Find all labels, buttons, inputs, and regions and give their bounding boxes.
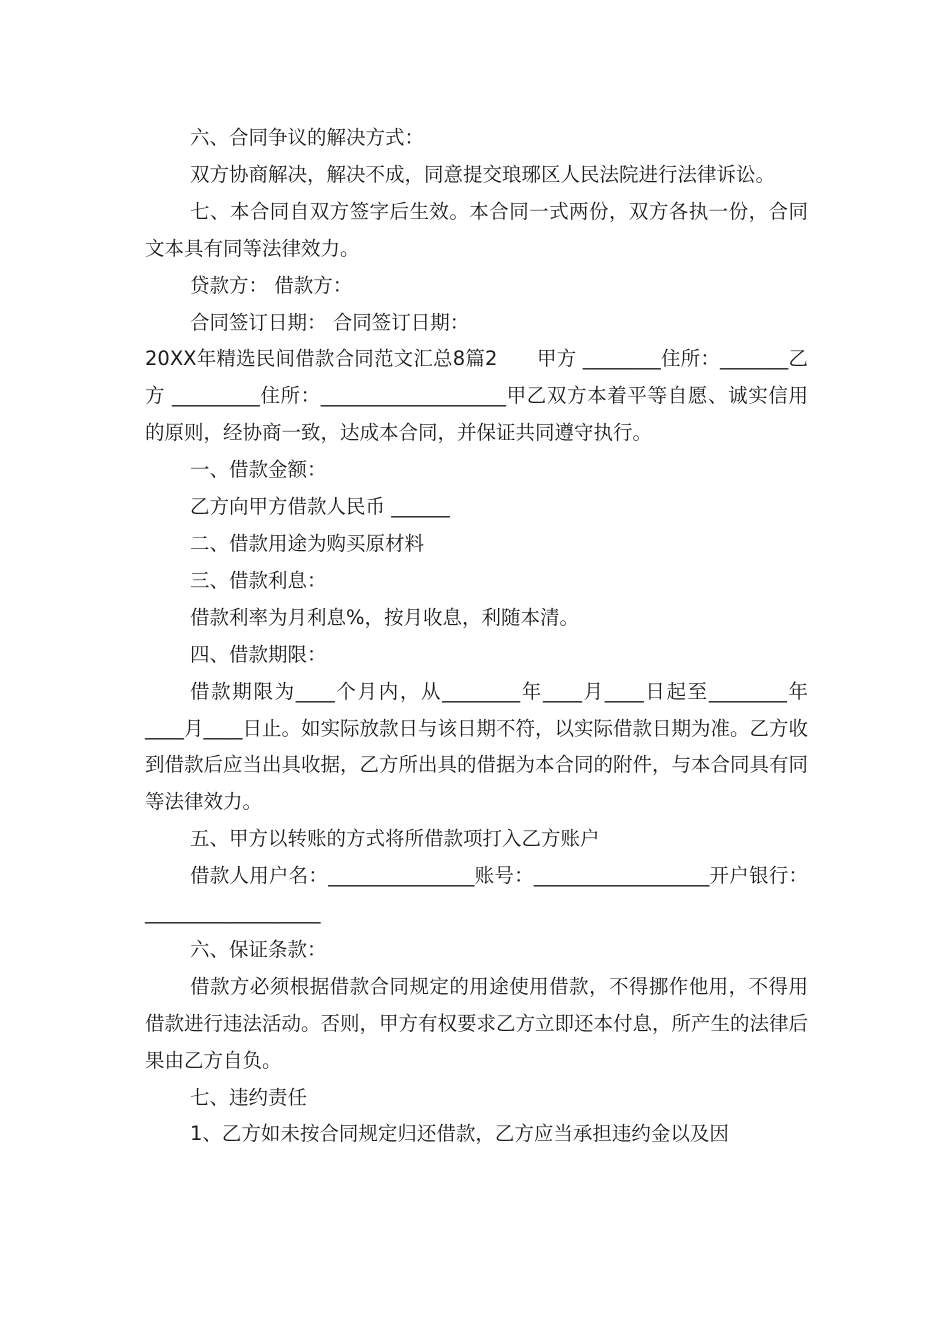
interest-body: 借款利率为月利息%，按月收息，利随本清。 bbox=[190, 605, 580, 629]
breach-item-1: 1、乙方如未按合同规定归还借款，乙方应当承担违约金以及因 bbox=[190, 1122, 729, 1146]
signatures: 贷款方： 借款方： bbox=[190, 273, 353, 297]
dispute-body: 双方协商解决，解决不成，同意提交琅琊区人民法院进行法律诉讼。 bbox=[190, 162, 776, 186]
transfer-heading: 五、甲方以转账的方式将所借款项打入乙方账户 bbox=[190, 827, 600, 851]
interest-heading: 三、借款利息： bbox=[190, 568, 327, 592]
dispute-heading: 六、合同争议的解决方式： bbox=[190, 126, 425, 149]
account-info: 借款人用户名：_______________账号：__________________开户银行：__________________ bbox=[145, 864, 808, 925]
amount-body: 乙方向甲方借款人民币 ______ bbox=[190, 495, 450, 519]
second-contract-intro: 20XX年精选民间借款合同范文汇总8篇2 甲方 ________住所：_______乙方 _________住所：___________________甲乙双方本着平等自愿、诚实信用的原则，经协商一致，达成本合同，并保证共同遵守执行。 bbox=[145, 347, 808, 445]
term-body: 借款期限为____个月内，从________年____月____日起至________年____月____日止。如实际放款日与该日期不符，以实际借款日期为准。乙方收到借款后应当出具收据，乙方所出具的借据为本合同的附件，与本合同具有同等法律效力。 bbox=[145, 679, 809, 814]
sign-dates: 合同签订日期： 合同签订日期： bbox=[190, 310, 470, 334]
guarantee-heading: 六、保证条款： bbox=[190, 937, 327, 961]
effect-clause: 七、本合同自双方签字后生效。本合同一式两份，双方各执一份，合同文本具有同等法律效力。 bbox=[145, 199, 808, 260]
term-heading: 四、借款期限： bbox=[190, 642, 327, 666]
breach-heading: 七、违约责任 bbox=[190, 1085, 308, 1109]
purpose: 二、借款用途为购买原材料 bbox=[190, 531, 425, 555]
document-page bbox=[145, 120, 808, 1153]
amount-heading: 一、借款金额： bbox=[190, 458, 327, 482]
guarantee-body: 借款方必须根据借款合同规定的用途使用借款，不得挪作他用，不得用借款进行违法活动。否则，甲方有权要求乙方立即还本付息，所产生的法律后果由乙方自负。 bbox=[145, 974, 809, 1072]
